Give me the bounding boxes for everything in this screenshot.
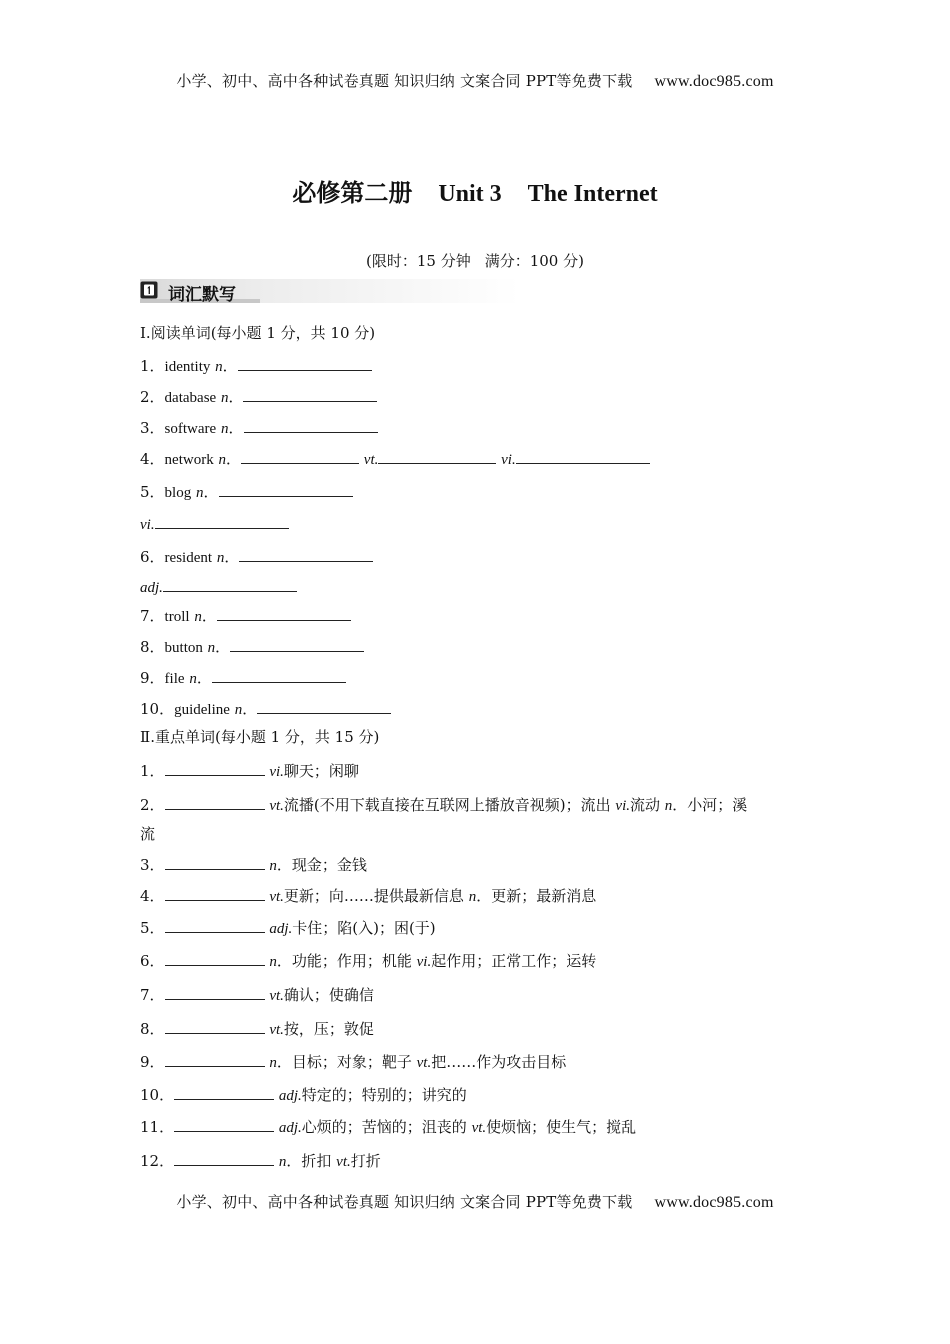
- answer-blank[interactable]: [212, 667, 346, 683]
- title-topic: The Internet: [527, 181, 658, 207]
- answer-blank[interactable]: [243, 386, 377, 402]
- list-item-cont: vi.: [140, 513, 289, 535]
- box-one-icon: [140, 281, 158, 299]
- list-item: 1．identity n．: [140, 355, 372, 377]
- answer-blank[interactable]: [165, 854, 265, 870]
- list-item: 6．resident n．: [140, 546, 373, 568]
- list-item: 8．button n．: [140, 636, 364, 658]
- list-item: 3．software n．: [140, 417, 378, 439]
- answer-blank[interactable]: [163, 576, 297, 592]
- list-item: 10．guideline n．: [140, 698, 391, 720]
- answer-blank[interactable]: [165, 1051, 265, 1067]
- list-item: 7． vt.确认；使确信: [140, 986, 374, 1004]
- list-item-cont: adj.: [140, 576, 297, 598]
- page-title: [0, 173, 950, 208]
- page-footer: [0, 1191, 950, 1212]
- time-limit-time: 限时：15 分钟: [371, 252, 471, 270]
- list-item: 4．network n． vt. vi.: [140, 448, 650, 470]
- part1-heading: Ⅰ.阅读单词(每小题 1 分，共 10 分): [140, 324, 376, 342]
- answer-blank[interactable]: [378, 448, 496, 464]
- footer-site[interactable]: www.doc985.com: [654, 1194, 774, 1211]
- part2-heading: Ⅱ.重点单词(每小题 1 分，共 15 分): [140, 728, 380, 746]
- answer-blank[interactable]: [165, 950, 265, 966]
- time-limit-score: 满分：100 分: [484, 252, 579, 270]
- section-label: 词汇默写: [168, 285, 236, 305]
- answer-blank[interactable]: [217, 605, 351, 621]
- answer-blank[interactable]: [165, 760, 265, 776]
- answer-blank[interactable]: [165, 1018, 265, 1034]
- list-item: 6． n．功能；作用；机能 vi.起作用；正常工作；运转: [140, 952, 597, 970]
- list-item: 10． adj.特定的；特别的；讲究的: [140, 1086, 467, 1104]
- list-item: 9．file n．: [140, 667, 346, 689]
- list-item-cont: 流: [140, 825, 156, 843]
- header-text: 小学、初中、高中各种试卷真题 知识归纳 文案合同 PPT等免费下载: [176, 72, 633, 90]
- title-unit: Unit 3: [438, 181, 502, 207]
- list-item: 11． adj.心烦的；苦恼的；沮丧的 vt.使烦恼；使生气；搅乱: [140, 1118, 637, 1136]
- time-limit: (限时：15 分钟 满分：100 分): [366, 252, 584, 270]
- answer-blank[interactable]: [165, 794, 265, 810]
- answer-blank[interactable]: [257, 698, 391, 714]
- answer-blank[interactable]: [165, 917, 265, 933]
- list-item: 1． vi.聊天；闲聊: [140, 762, 359, 780]
- answer-blank[interactable]: [516, 448, 650, 464]
- list-item: 9． n．目标；对象；靶子 vt.把……作为攻击目标: [140, 1053, 567, 1071]
- header-site[interactable]: www.doc985.com: [654, 73, 774, 90]
- answer-blank[interactable]: [241, 448, 359, 464]
- answer-blank[interactable]: [174, 1150, 274, 1166]
- list-item: 2．database n．: [140, 386, 377, 408]
- list-item: 8． vt.按，压；敦促: [140, 1020, 374, 1038]
- answer-blank[interactable]: [244, 417, 378, 433]
- answer-blank[interactable]: [165, 885, 265, 901]
- list-item: 4． vt.更新；向……提供最新信息 n．更新；最新消息: [140, 887, 597, 905]
- answer-blank[interactable]: [238, 355, 372, 371]
- answer-blank[interactable]: [174, 1084, 274, 1100]
- page-header: [0, 70, 950, 91]
- list-item: 2． vt.流播(不用下载直接在互联网上播放音视频)；流出 vi.流动 n．小河；溪: [140, 796, 748, 814]
- title-cn: 必修第二册: [292, 178, 413, 207]
- answer-blank[interactable]: [219, 481, 353, 497]
- list-item: 3． n．现金；金钱: [140, 856, 367, 874]
- answer-blank[interactable]: [174, 1116, 274, 1132]
- list-item: 12． n．折扣 vt.打折: [140, 1152, 381, 1170]
- answer-blank[interactable]: [239, 546, 373, 562]
- footer-text: 小学、初中、高中各种试卷真题 知识归纳 文案合同 PPT等免费下载: [176, 1193, 633, 1211]
- answer-blank[interactable]: [230, 636, 364, 652]
- answer-blank[interactable]: [165, 984, 265, 1000]
- list-item: 5． adj.卡住；陷(入)；困(于): [140, 919, 436, 937]
- list-item: 5．blog n．: [140, 481, 353, 503]
- list-item: 7．troll n．: [140, 605, 351, 627]
- answer-blank[interactable]: [155, 513, 289, 529]
